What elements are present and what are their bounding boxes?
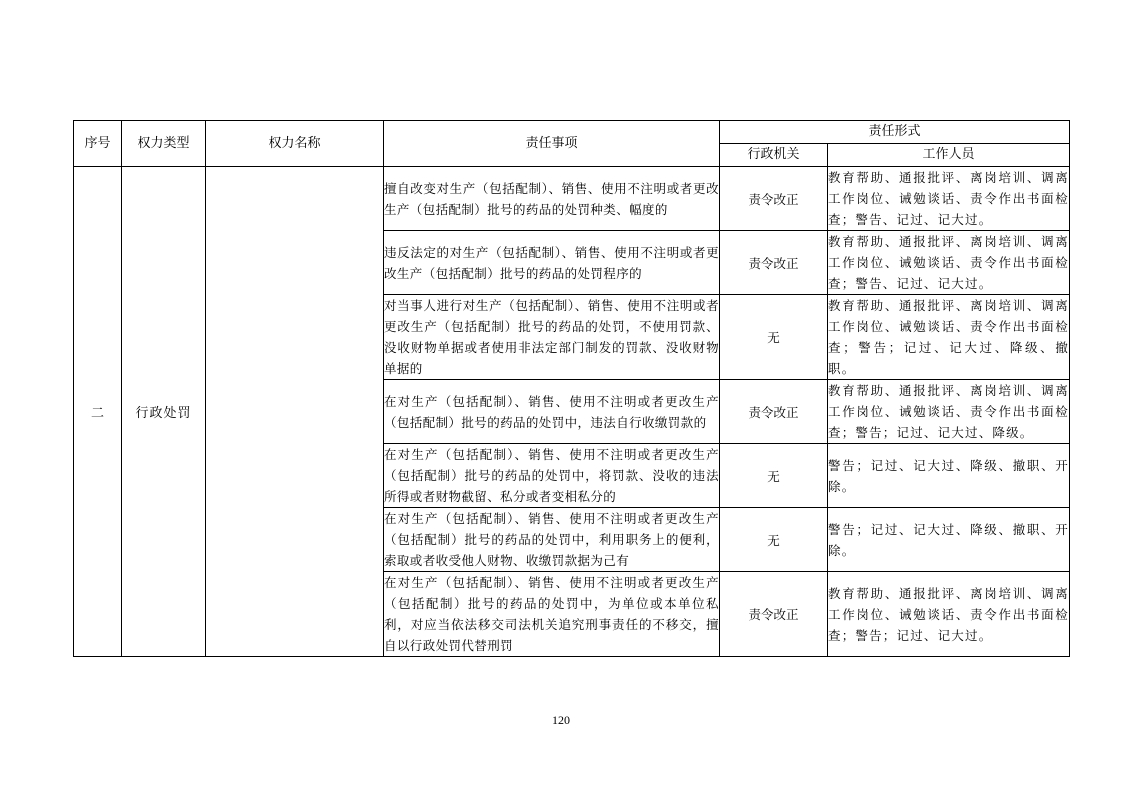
- group-seq: 二: [74, 167, 122, 657]
- staff-cell: 教育帮助、通报批评、离岗培训、调离工作岗位、诫勉谈话、责令作出书面检查；警告；记过、记大过、降级。: [828, 380, 1070, 444]
- group-power-name: [206, 167, 384, 657]
- header-duty-matter: 责任事项: [384, 121, 720, 167]
- header-duty-form: 责任形式: [720, 121, 1070, 144]
- admin-agency-cell: 责令改正: [720, 231, 828, 295]
- table-body: [74, 167, 1070, 657]
- header-seq: 序号: [74, 121, 122, 167]
- header-staff: 工作人员: [828, 144, 1070, 167]
- table-header: [74, 121, 1070, 167]
- table-row: [74, 167, 1070, 231]
- responsibility-table: [73, 120, 1070, 657]
- header-admin-agency: 行政机关: [720, 144, 828, 167]
- admin-agency-cell: 无: [720, 508, 828, 572]
- duty-matter-cell: 对当事人进行对生产（包括配制）、销售、使用不注明或者更改生产（包括配制）批号的药品的处罚，不使用罚款、没收财物单据或者使用非法定部门制发的罚款、没收财物单据的: [384, 295, 720, 380]
- staff-cell: 警告；记过、记大过、降级、撤职、开除。: [828, 444, 1070, 508]
- group-power-type: 行政处罚: [122, 167, 206, 657]
- header-power-type: 权力类型: [122, 121, 206, 167]
- duty-matter-cell: 擅自改变对生产（包括配制）、销售、使用不注明或者更改生产（包括配制）批号的药品的处罚种类、幅度的: [384, 167, 720, 231]
- page-number: 120: [552, 713, 570, 727]
- admin-agency-cell: 责令改正: [720, 167, 828, 231]
- admin-agency-cell: 责令改正: [720, 572, 828, 657]
- admin-agency-cell: 无: [720, 295, 828, 380]
- admin-agency-cell: 责令改正: [720, 380, 828, 444]
- staff-cell: 教育帮助、通报批评、离岗培训、调离工作岗位、诫勉谈话、责令作出书面检查；警告；记过、记大过。: [828, 572, 1070, 657]
- admin-agency-cell: 无: [720, 444, 828, 508]
- staff-cell: 警告；记过、记大过、降级、撤职、开除。: [828, 508, 1070, 572]
- duty-matter-cell: 在对生产（包括配制）、销售、使用不注明或者更改生产（包括配制）批号的药品的处罚中，利用职务上的便利，索取或者收受他人财物、收缴罚款据为己有: [384, 508, 720, 572]
- header-power-name: 权力名称: [206, 121, 384, 167]
- staff-cell: 教育帮助、通报批评、离岗培训、调离工作岗位、诫勉谈话、责令作出书面检查；警告；记过、记大过、降级、撤职。: [828, 295, 1070, 380]
- staff-cell: 教育帮助、通报批评、离岗培训、调离工作岗位、诫勉谈话、责令作出书面检查；警告、记过、记大过。: [828, 231, 1070, 295]
- staff-cell: 教育帮助、通报批评、离岗培训、调离工作岗位、诫勉谈话、责令作出书面检查；警告、记过、记大过。: [828, 167, 1070, 231]
- duty-matter-cell: 在对生产（包括配制）、销售、使用不注明或者更改生产（包括配制）批号的药品的处罚中，为单位或本单位私利，对应当依法移交司法机关追究刑事责任的不移交，擅自以行政处罚代替刑罚: [384, 572, 720, 657]
- duty-matter-cell: 在对生产（包括配制）、销售、使用不注明或者更改生产（包括配制）批号的药品的处罚中，将罚款、没收的违法所得或者财物截留、私分或者变相私分的: [384, 444, 720, 508]
- duty-matter-cell: 违反法定的对生产（包括配制）、销售、使用不注明或者更改生产（包括配制）批号的药品的处罚程序的: [384, 231, 720, 295]
- duty-matter-cell: 在对生产（包括配制）、销售、使用不注明或者更改生产（包括配制）批号的药品的处罚中，违法自行收缴罚款的: [384, 380, 720, 444]
